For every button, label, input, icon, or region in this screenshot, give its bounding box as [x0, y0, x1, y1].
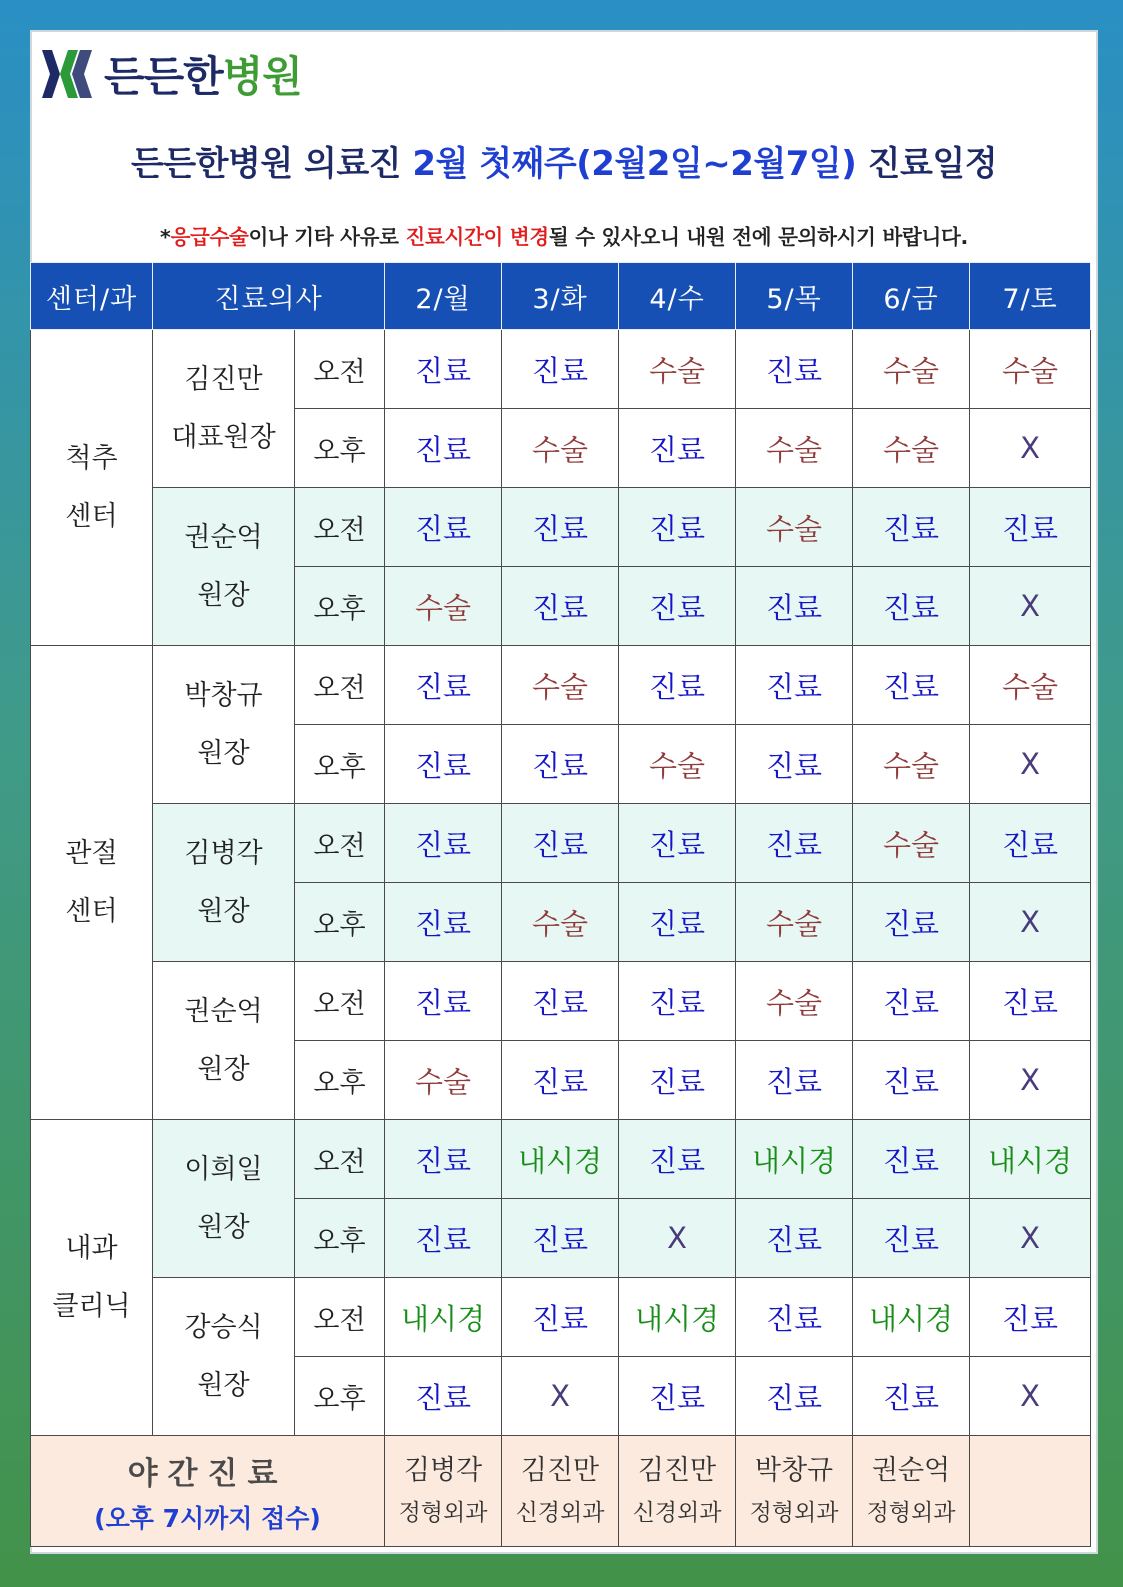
schedule-cell: 진료 [619, 567, 736, 646]
slot-pm: 오후 [295, 409, 385, 488]
table-row [31, 1278, 1091, 1357]
schedule-cell: 진료 [970, 962, 1091, 1041]
schedule-cell: 수술 [619, 330, 736, 409]
schedule-cell: 진료 [385, 725, 502, 804]
schedule-cell: X [970, 1199, 1091, 1278]
schedule-cell: 진료 [736, 725, 853, 804]
slot-pm: 오후 [295, 1041, 385, 1120]
schedule-cell: 내시경 [385, 1278, 502, 1357]
schedule-cell: 진료 [619, 488, 736, 567]
slot-am: 오전 [295, 962, 385, 1041]
schedule-cell: 진료 [619, 646, 736, 725]
slot-am: 오전 [295, 330, 385, 409]
schedule-cell: 진료 [853, 1199, 970, 1278]
night-subtitle: (오후 7시까지 접수) [94, 1503, 321, 1533]
schedule-cell: 진료 [385, 883, 502, 962]
schedule-cell: X [970, 567, 1091, 646]
schedule-cell: 내시경 [502, 1120, 619, 1199]
schedule-cell: 내시경 [619, 1278, 736, 1357]
logo-text: 든든한병원 [104, 52, 302, 101]
schedule-cell: 진료 [970, 488, 1091, 567]
doctor-cell: 권순억 원장 [153, 962, 295, 1120]
schedule-cell: 수술 [502, 409, 619, 488]
schedule-cell: 내시경 [970, 1120, 1091, 1199]
schedule-cell: 진료 [970, 1278, 1091, 1357]
schedule-cell: 진료 [385, 1199, 502, 1278]
doctor-cell: 김병각 원장 [153, 804, 295, 962]
header-day: 6/금 [853, 263, 970, 330]
schedule-cell: 진료 [736, 330, 853, 409]
schedule-cell: 진료 [619, 804, 736, 883]
schedule-cell: 진료 [502, 1199, 619, 1278]
schedule-cell: 진료 [502, 1278, 619, 1357]
doctor-cell: 김진만 대표원장 [153, 330, 295, 488]
schedule-cell: 진료 [853, 646, 970, 725]
slot-am: 오전 [295, 1120, 385, 1199]
schedule-cell: 진료 [385, 1357, 502, 1436]
schedule-cell: 수술 [853, 804, 970, 883]
schedule-cell: 진료 [853, 488, 970, 567]
schedule-cell: 수술 [970, 330, 1091, 409]
schedule-cell: 내시경 [736, 1120, 853, 1199]
schedule-cell: 진료 [502, 330, 619, 409]
schedule-cell: 진료 [502, 804, 619, 883]
schedule-cell: 진료 [736, 804, 853, 883]
schedule-cell: 진료 [736, 1041, 853, 1120]
header-day: 2/월 [385, 263, 502, 330]
schedule-cell: 진료 [385, 962, 502, 1041]
schedule-cell: 진료 [502, 962, 619, 1041]
schedule-cell: 진료 [385, 409, 502, 488]
schedule-cell: 진료 [619, 409, 736, 488]
table-header-row [31, 263, 1091, 330]
page-title: 든든한병원 의료진 2월 첫째주(2월2일~2월7일) 진료일정 [130, 144, 998, 184]
schedule-cell: X [502, 1357, 619, 1436]
schedule-cell: 내시경 [853, 1278, 970, 1357]
hospital-logo [38, 46, 302, 102]
schedule-cell: 수술 [853, 330, 970, 409]
schedule-cell: 수술 [502, 646, 619, 725]
schedule-cell: 진료 [619, 883, 736, 962]
slot-pm: 오후 [295, 1357, 385, 1436]
schedule-cell: 수술 [385, 1041, 502, 1120]
header-center: 센터/과 [31, 263, 153, 330]
table-row [31, 488, 1091, 567]
slot-pm: 오후 [295, 725, 385, 804]
schedule-cell: 수술 [853, 409, 970, 488]
header-day: 7/토 [970, 263, 1091, 330]
schedule-cell: 진료 [853, 1120, 970, 1199]
night-clinic-row [31, 1436, 1091, 1547]
schedule-cell: 진료 [853, 962, 970, 1041]
doctor-cell: 권순억 원장 [153, 488, 295, 646]
schedule-cell: 진료 [853, 883, 970, 962]
header-day: 4/수 [619, 263, 736, 330]
schedule-cell: 수술 [502, 883, 619, 962]
schedule-cell: 진료 [502, 725, 619, 804]
slot-pm: 오후 [295, 883, 385, 962]
schedule-notice: *응급수술이나 기타 사유로 진료시간이 변경될 수 있사오니 내원 전에 문의하시기 바랍니다. [160, 225, 968, 249]
schedule-cell: 진료 [619, 1041, 736, 1120]
schedule-cell: 진료 [502, 1041, 619, 1120]
schedule-cell: 진료 [619, 1357, 736, 1436]
schedule-cell: 진료 [385, 330, 502, 409]
schedule-cell: 진료 [853, 1041, 970, 1120]
schedule-cell: X [970, 725, 1091, 804]
schedule-cell: 진료 [502, 567, 619, 646]
schedule-card [30, 30, 1098, 1554]
schedule-cell: 수술 [853, 725, 970, 804]
schedule-cell: 진료 [853, 1357, 970, 1436]
night-cell: 박창규 정형외과 [736, 1436, 853, 1547]
doctor-cell: 박창규 원장 [153, 646, 295, 804]
schedule-cell: X [970, 409, 1091, 488]
schedule-cell: 진료 [736, 1199, 853, 1278]
schedule-cell: 진료 [736, 646, 853, 725]
slot-am: 오전 [295, 646, 385, 725]
center-cell: 관절 센터 [31, 646, 153, 1120]
night-cell: 김병각 정형외과 [385, 1436, 502, 1547]
logo-mark-icon [38, 46, 96, 102]
schedule-cell: 진료 [502, 488, 619, 567]
schedule-cell: 수술 [385, 567, 502, 646]
table-row [31, 646, 1091, 725]
schedule-cell: 진료 [970, 804, 1091, 883]
slot-am: 오전 [295, 1278, 385, 1357]
night-cell: 김진만 신경외과 [502, 1436, 619, 1547]
table-row [31, 330, 1091, 409]
header-day: 3/화 [502, 263, 619, 330]
schedule-cell: 수술 [619, 725, 736, 804]
table-row [31, 1120, 1091, 1199]
center-cell: 내과 클리닉 [31, 1120, 153, 1436]
night-cell [970, 1436, 1091, 1547]
schedule-cell: 수술 [736, 409, 853, 488]
doctor-cell: 강승식 원장 [153, 1278, 295, 1436]
schedule-cell: 진료 [385, 804, 502, 883]
schedule-cell: 진료 [736, 567, 853, 646]
slot-am: 오전 [295, 488, 385, 567]
schedule-cell: 진료 [853, 567, 970, 646]
slot-am: 오전 [295, 804, 385, 883]
schedule-cell: 수술 [736, 883, 853, 962]
schedule-cell: 진료 [385, 646, 502, 725]
schedule-cell: 수술 [970, 646, 1091, 725]
table-row [31, 962, 1091, 1041]
table-row [31, 804, 1091, 883]
schedule-cell: X [619, 1199, 736, 1278]
center-cell: 척추 센터 [31, 330, 153, 646]
header-doctor: 진료의사 [153, 263, 385, 330]
night-clinic-label [31, 1436, 385, 1547]
night-cell: 김진만 신경외과 [619, 1436, 736, 1547]
slot-pm: 오후 [295, 1199, 385, 1278]
schedule-cell: 진료 [385, 1120, 502, 1199]
schedule-table [30, 262, 1091, 1547]
schedule-cell: 진료 [736, 1357, 853, 1436]
header-day: 5/목 [736, 263, 853, 330]
doctor-cell: 이희일 원장 [153, 1120, 295, 1278]
schedule-cell: 수술 [736, 488, 853, 567]
night-title: 야간진료 [127, 1455, 288, 1492]
schedule-cell: 진료 [619, 1120, 736, 1199]
schedule-cell: 진료 [385, 488, 502, 567]
schedule-cell: 진료 [736, 1278, 853, 1357]
schedule-cell: X [970, 1357, 1091, 1436]
slot-pm: 오후 [295, 567, 385, 646]
schedule-cell: X [970, 883, 1091, 962]
schedule-cell: 진료 [619, 962, 736, 1041]
schedule-cell: 수술 [736, 962, 853, 1041]
night-cell: 권순억 정형외과 [853, 1436, 970, 1547]
schedule-cell: X [970, 1041, 1091, 1120]
